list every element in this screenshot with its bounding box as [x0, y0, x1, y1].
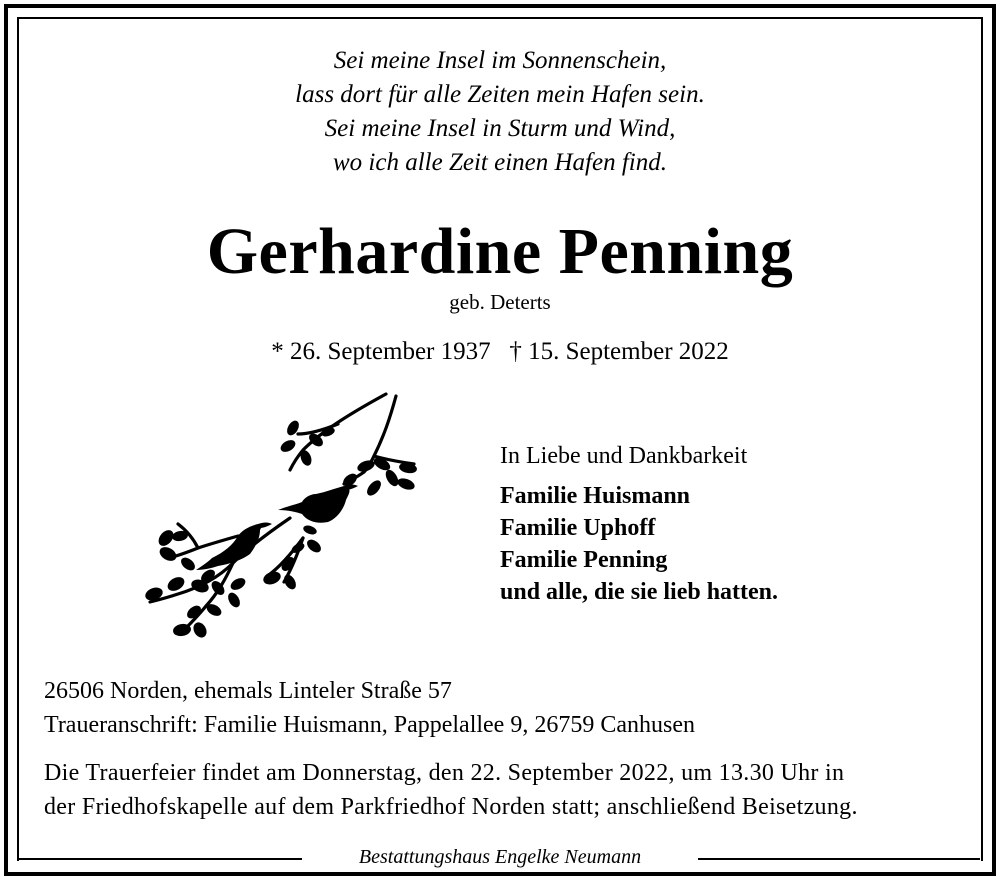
- address-block: [44, 674, 964, 742]
- birth-name: geb. Deterts: [449, 290, 551, 314]
- service-line: Die Trauerfeier findet am Donnerstag, den 22. September 2022, um 13.30 Uhr in: [44, 760, 845, 786]
- funeral-home-footer: [0, 845, 1000, 869]
- residence-line: 26506 Norden, ehemals Linteler Straße 57: [44, 678, 452, 704]
- family-line: Familie Penning: [500, 547, 668, 573]
- service-notice: [44, 756, 964, 824]
- poem: [0, 44, 1000, 180]
- mourning-address-line: Traueranschrift: Familie Huismann, Pappelallee 9, 26759 Canhusen: [44, 712, 695, 738]
- poem-line: lass dort für alle Zeiten mein Hafen sein.: [295, 81, 705, 108]
- service-line: der Friedhofskapelle auf dem Parkfriedhof Norden statt; anschließend Beisetzung.: [44, 794, 858, 820]
- birds-on-branch-icon: [138, 388, 434, 650]
- signoff-intro: In Liebe und Dankbarkeit: [500, 443, 748, 469]
- family-line: und alle, die sie lieb hatten.: [500, 579, 779, 605]
- life-dates: * 26. September 1937 † 15. September 2022: [271, 338, 729, 365]
- poem-line: Sei meine Insel im Sonnenschein,: [333, 47, 667, 74]
- deceased-name: Gerhardine Penning: [206, 215, 794, 288]
- family-line: Familie Uphoff: [500, 515, 656, 541]
- poem-line: wo ich alle Zeit einen Hafen find.: [333, 149, 667, 176]
- family-line: Familie Huismann: [500, 483, 691, 509]
- poem-line: Sei meine Insel in Sturm und Wind,: [324, 115, 676, 142]
- funeral-home-name: Bestattungshaus Engelke Neumann: [353, 846, 647, 868]
- mourners-block: [500, 440, 970, 608]
